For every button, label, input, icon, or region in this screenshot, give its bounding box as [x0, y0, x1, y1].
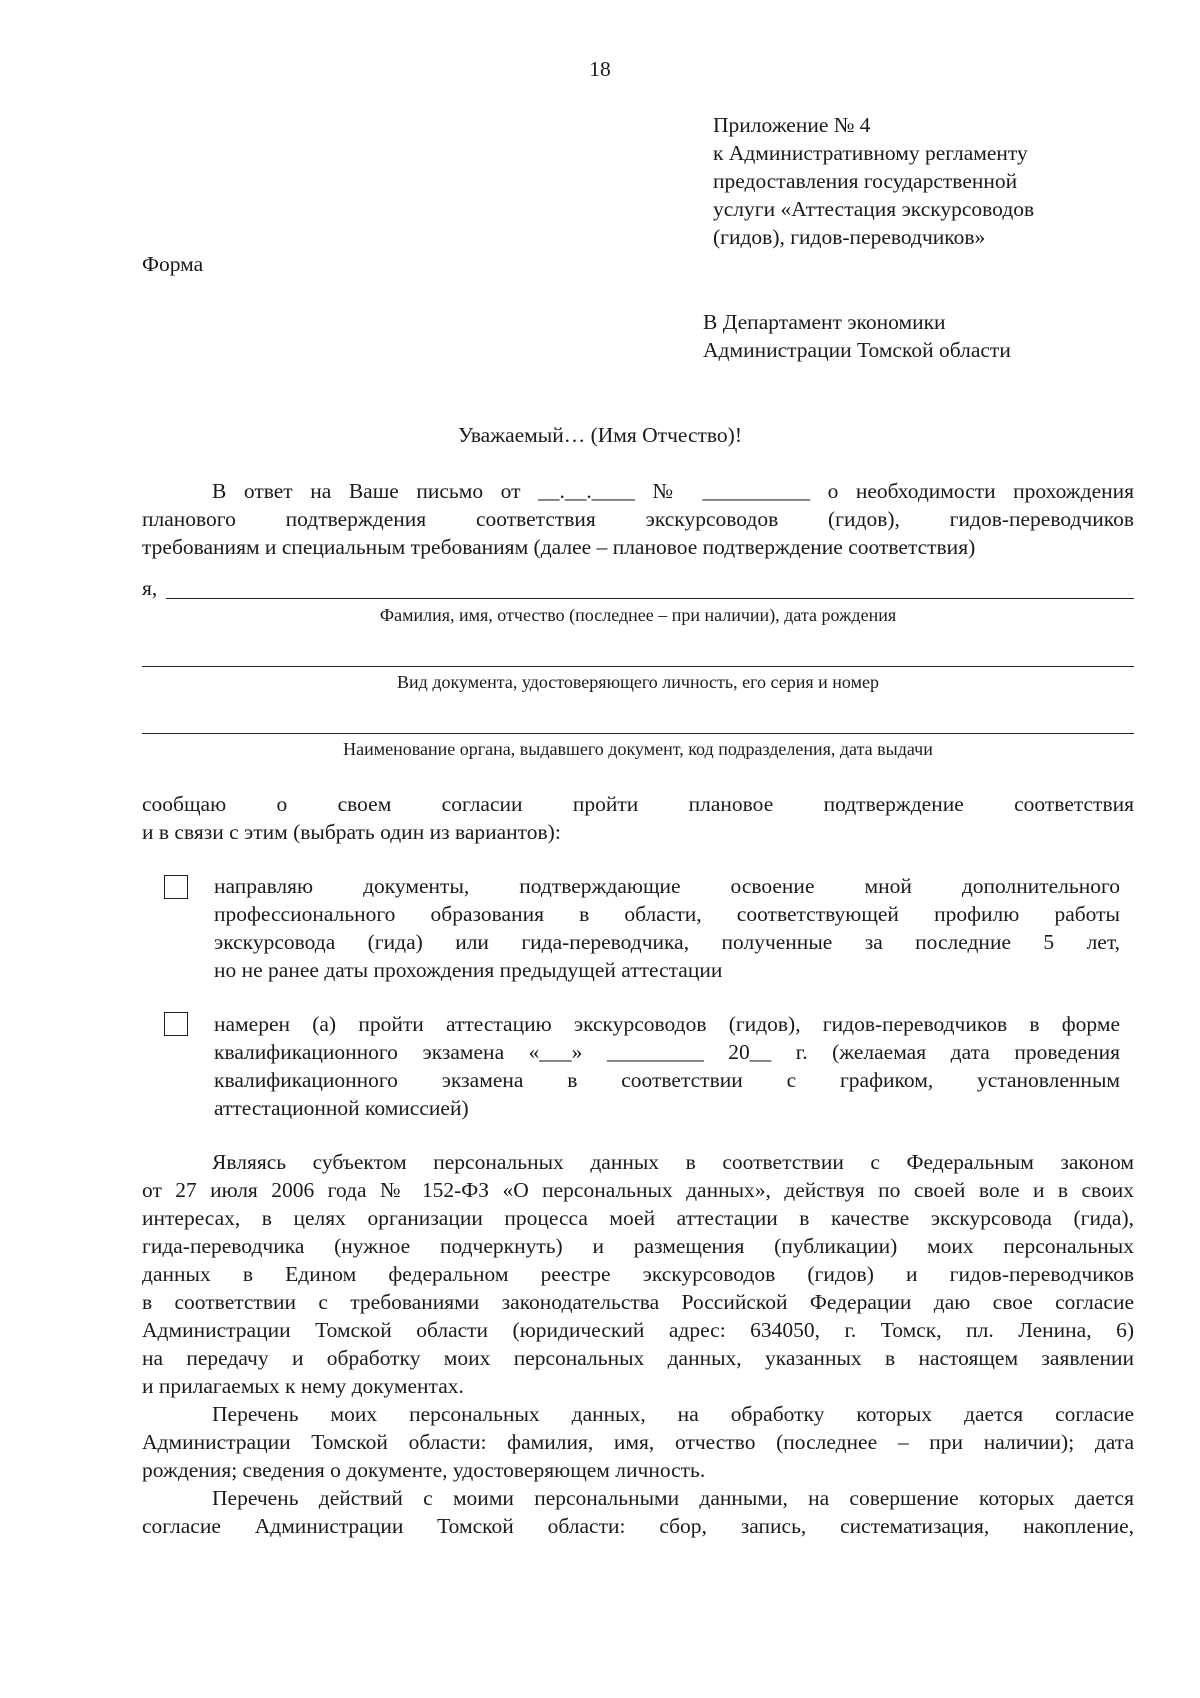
letter-number-field[interactable]: __________	[702, 479, 811, 503]
intro-text-start: В ответ на Ваше письмо от	[212, 479, 521, 503]
appendix-line: к Административному регламенту	[713, 141, 1028, 165]
list-line: рождения; сведения о документе, удостоверяющем личность.	[142, 1458, 706, 1482]
addressee-block	[703, 308, 1143, 364]
appendix-block	[713, 111, 1153, 251]
intro-text-end: о необходимости прохождения	[827, 479, 1135, 503]
option-line: направляю документы, подтверждающие освоение мной дополнительного	[214, 874, 1120, 898]
option-2-text	[214, 1010, 1120, 1122]
option-line: намерен (а) пройти аттестацию экскурсоводов (гидов), гидов-переводчиков в форме	[214, 1012, 1120, 1036]
intro-line-3: требованиям и специальным требованиям (далее – плановое подтверждение соответствия)	[142, 535, 976, 559]
option-line: экскурсовода (гида) или гида-переводчика, полученные за последние 5 лет,	[214, 930, 1120, 954]
pd-line: данных в Едином федеральном реестре экскурсоводов (гидов) и гидов-переводчиков	[142, 1262, 1134, 1286]
addressee-line: В Департамент экономики	[703, 310, 946, 334]
caption-name: Фамилия, имя, отчество (последнее – при наличии), дата рождения	[379, 605, 897, 625]
option-line: квалификационного экзамена в соответствии с графиком, установленным	[214, 1068, 1120, 1092]
pd-line: Являясь субъектом персональных данных в соответствии с Федеральным законом	[212, 1150, 1134, 1174]
form-label: Форма	[142, 252, 204, 276]
actions-paragraph	[142, 1484, 1134, 1540]
actions-line: Перечень действий с моими персональными данными, на совершение которых дается	[212, 1486, 1134, 1510]
option-line: аттестационной комиссией)	[214, 1096, 469, 1120]
page-number: 18	[589, 57, 611, 81]
pd-line: в соответствии с требованиями законодательства Российской Федерации даю свое согласие	[142, 1290, 1134, 1314]
list-line: Администрации Томской области: фамилия, имя, отчество (последнее – при наличии); дата	[142, 1430, 1134, 1454]
intro-line-2: планового подтверждения соответствия экскурсоводов (гидов), гидов-переводчиков	[142, 507, 1134, 531]
appendix-line: (гидов), гидов-переводчиков»	[713, 225, 986, 249]
addressee-line: Администрации Томской области	[703, 338, 1011, 362]
pd-line: Администрации Томской области (юридический адрес: 634050, г. Томск, пл. Ленина, 6)	[142, 1318, 1134, 1342]
consent-line-2: и в связи с этим (выбрать один из вариантов):	[142, 820, 561, 844]
intro-line-1	[142, 477, 1134, 505]
appendix-line: Приложение № 4	[713, 113, 871, 137]
pd-line: гида-переводчика (нужное подчеркнуть) и размещения (публикации) моих персональных	[142, 1234, 1134, 1258]
salutation: Уважаемый… (Имя Отчество)!	[458, 423, 742, 447]
consent-line-1: сообщаю о своем согласии пройти плановое подтверждение соответствия	[142, 792, 1134, 816]
option-line: квалификационного экзамена «___» _________ 20__ г. (желаемая дата проведения	[214, 1040, 1120, 1064]
consent-paragraph	[142, 790, 1134, 846]
actions-line: согласие Администрации Томской области: сбор, запись, систематизация, накопление,	[142, 1514, 1134, 1538]
pd-line: на передачу и обработку моих персональных данных, указанных в настоящем заявлении	[142, 1346, 1134, 1370]
letter-date-field[interactable]: __.__.____	[538, 479, 635, 503]
option-1-checkbox[interactable]	[164, 875, 188, 899]
option-line: профессионального образования в области, соответствующей профилю работы	[214, 902, 1120, 926]
pd-paragraph	[142, 1148, 1134, 1400]
caption-issuer: Наименование органа, выдавшего документ, код подразделения, дата выдачи	[343, 739, 933, 759]
ya-label: я,	[142, 576, 158, 600]
number-sign: №	[652, 479, 685, 503]
pd-line: от 27 июля 2006 года № 152-ФЗ «О персональных данных», действуя по своей воле и в своих	[142, 1178, 1134, 1202]
appendix-line: предоставления государственной	[713, 169, 1018, 193]
pd-line: и прилагаемых к нему документах.	[142, 1374, 464, 1398]
issuer-input-line[interactable]	[142, 733, 1134, 734]
option-2-checkbox[interactable]	[164, 1012, 188, 1036]
pd-line: интересах, в целях организации процесса моей аттестации в качестве экскурсовода (гида),	[142, 1206, 1134, 1230]
appendix-line: услуги «Аттестация экскурсоводов	[713, 197, 1035, 221]
name-input-line[interactable]	[166, 598, 1134, 599]
option-line: но не ранее даты прохождения предыдущей аттестации	[214, 958, 723, 982]
list-line: Перечень моих персональных данных, на обработку которых дается согласие	[212, 1402, 1134, 1426]
caption-document: Вид документа, удостоверяющего личность, его серия и номер	[397, 672, 879, 692]
option-1-text	[214, 872, 1120, 984]
intro-paragraph	[142, 477, 1134, 561]
document-input-line[interactable]	[142, 666, 1134, 667]
list-paragraph	[142, 1400, 1134, 1484]
